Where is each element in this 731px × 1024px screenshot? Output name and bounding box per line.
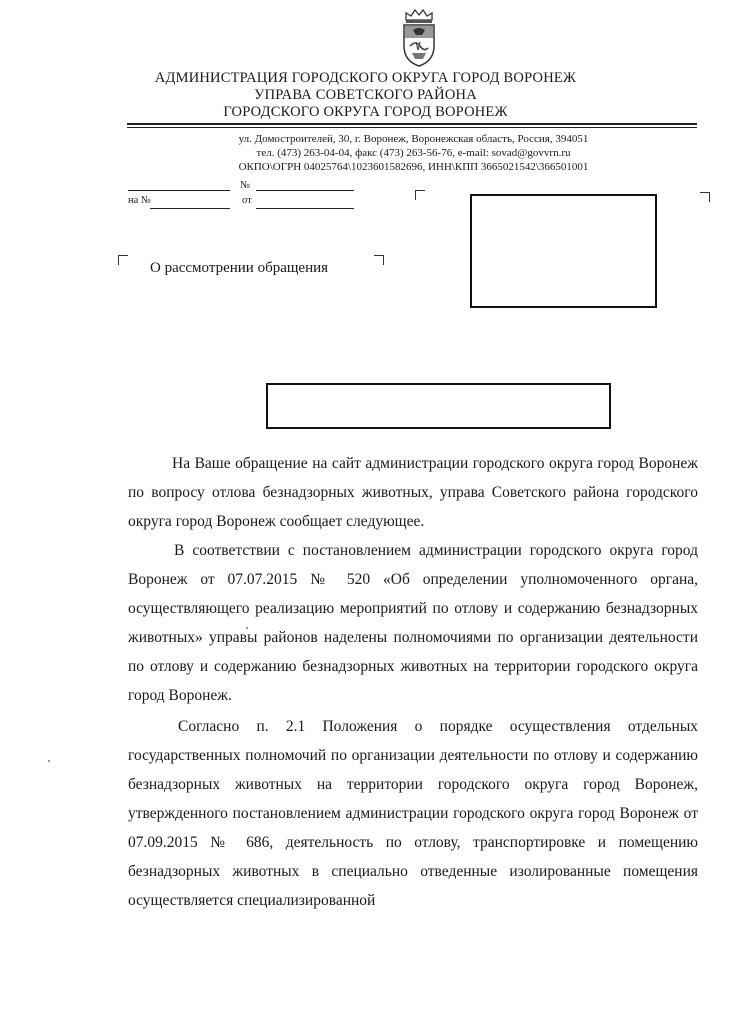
reply-to-label: на № [128, 195, 151, 206]
redacted-salutation-box [266, 383, 611, 429]
outgoing-number-sign: № [240, 180, 251, 191]
header-rule-thick [127, 123, 697, 125]
codes-line: ОКПО\ОГРН 04025764\1023601582696, ИНН\КПП 3665021542\366501001 [238, 161, 589, 173]
reply-from-label: от [242, 195, 252, 206]
scan-speck [246, 627, 248, 629]
reply-to-number-line [150, 208, 230, 209]
body-paragraph-3 [128, 712, 698, 915]
header-rule-thin [127, 127, 697, 128]
coat-of-arms-emblem [398, 6, 440, 68]
subject-corner-left [118, 255, 128, 265]
subject-corner-right [374, 255, 384, 265]
header-line-uprava: УПРАВА СОВЕТСКОГО РАЙОНА [254, 87, 477, 103]
body-paragraph-1-text: На Ваше обращение на сайт администрации городского округа город Воронеж по вопросу отлова безнадзорных животных, управа Советского района городского округа город Воронеж сообщает следующее. [128, 455, 698, 530]
header-line-district: ГОРОДСКОГО ОКРУГА ГОРОД ВОРОНЕЖ [223, 104, 508, 120]
outgoing-number-line [256, 190, 354, 191]
address-corner-top-left [415, 190, 425, 200]
body-paragraph-1 [128, 449, 698, 536]
address-corner-top-right [700, 192, 710, 202]
body-paragraph-2-text: В соответствии с постановлением администрации городского округа город Воронеж от 07.07.2015 № 520 «Об определении уполномоченного органа, осуществляющего реализацию мероприятий по отлову и содержанию безнадзорных животных» управы районов наделены полномочиями по организации деятельности по отлову и содержанию безнадзорных животных на территории городского округа город Воронеж. [128, 542, 698, 704]
body-paragraph-2 [128, 536, 698, 710]
redacted-addressee-box [470, 194, 657, 308]
contacts-line: тел. (473) 263-04-04, факс (473) 263-56-76, e-mail: sovad@govvrn.ru [256, 147, 571, 159]
outgoing-date-line [128, 190, 230, 191]
subject-line: О рассмотрении обращения [150, 260, 329, 276]
scan-speck [48, 760, 50, 762]
address-line: ул. Домостроителей, 30, г. Воронеж, Воронежская область, Россия, 394051 [238, 133, 589, 145]
body-paragraph-3-text: Согласно п. 2.1 Положения о порядке осуществления отдельных государственных полномочий по организации деятельности по отлову и содержанию безнадзорных животных на территории городского округа город Воронеж, утвержденного постановлением администрации городского округа город Воронеж от 07.09.2015 № 686, деятельность по отлову, транспортировке и помещению безнадзорных животных в специально отведенные изолированные помещения осуществляется специализированной [128, 718, 698, 909]
reply-from-date-line [256, 208, 354, 209]
header-line-administration: АДМИНИСТРАЦИЯ ГОРОДСКОГО ОКРУГА ГОРОД ВОРОНЕЖ [154, 70, 577, 86]
